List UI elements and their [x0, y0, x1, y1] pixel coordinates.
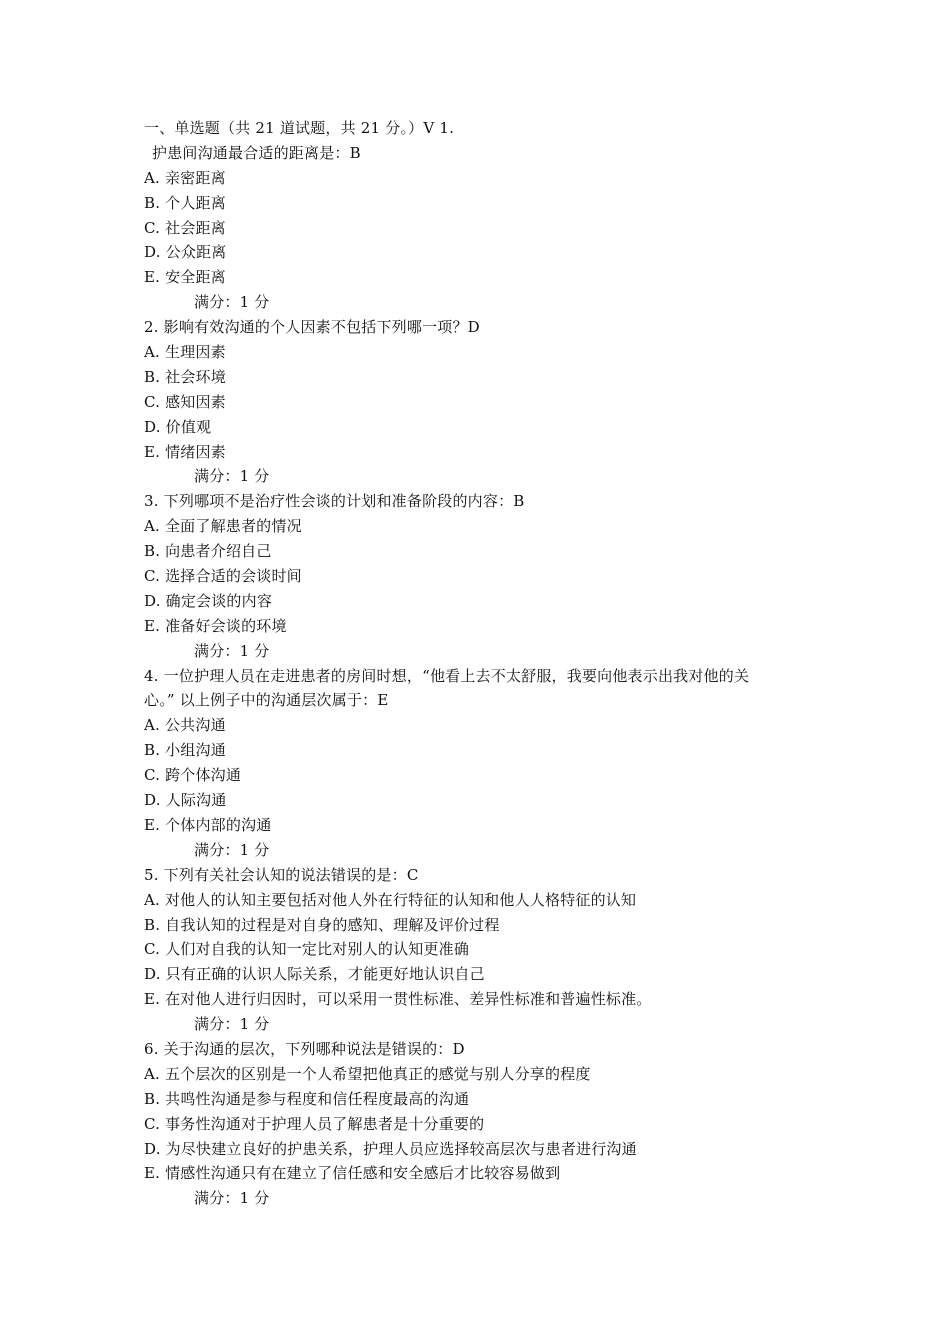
question-score: 满分：1 分 [194, 840, 270, 859]
option-c: C. 社会距离 [144, 218, 226, 237]
option-e: E. 安全距离 [144, 268, 226, 287]
option-e: E. 情感性沟通只有在建立了信任感和安全感后才比较容易做到 [144, 1164, 561, 1183]
option-b: B. 个人距离 [144, 193, 226, 212]
question-stem-line-2: 心。” 以上例子中的沟通层次属于：E [144, 691, 389, 710]
question-stem: 3. 下列哪项不是治疗性会谈的计划和准备阶段的内容：B [144, 492, 525, 511]
option-d: D. 公众距离 [144, 243, 227, 262]
option-e: E. 准备好会谈的环境 [144, 616, 287, 635]
option-d: D. 确定会谈的内容 [144, 591, 273, 610]
option-a: A. 五个层次的区别是一个人希望把他真正的感觉与别人分享的程度 [144, 1064, 591, 1083]
question-score: 满分：1 分 [194, 1189, 270, 1208]
option-a: A. 公共沟通 [144, 716, 226, 735]
question-4 [144, 664, 824, 863]
option-d: D. 为尽快建立良好的护患关系，护理人员应选择较高层次与患者进行沟通 [144, 1139, 637, 1158]
question-score: 满分：1 分 [194, 641, 270, 660]
question-stem: 护患间沟通最合适的距离是：B [152, 143, 361, 162]
option-d: D. 人际沟通 [144, 791, 227, 810]
question-2 [144, 315, 824, 489]
option-a: A. 亲密距离 [144, 168, 226, 187]
option-b: B. 共鸣性沟通是参与程度和信任程度最高的沟通 [144, 1089, 470, 1108]
option-a: A. 全面了解患者的情况 [144, 517, 302, 536]
option-c: C. 选择合适的会谈时间 [144, 567, 302, 586]
question-6 [144, 1037, 824, 1211]
document-body [144, 116, 824, 1211]
question-score: 满分：1 分 [194, 1015, 270, 1034]
question-stem: 5. 下列有关社会认知的说法错误的是：C [144, 865, 419, 884]
question-score: 满分：1 分 [194, 467, 270, 486]
option-d: D. 只有正确的认识人际关系，才能更好地认识自己 [144, 965, 485, 984]
option-a: A. 生理因素 [144, 343, 226, 362]
question-3 [144, 489, 824, 663]
option-e: E. 在对他人进行归因时，可以采用一贯性标准、差异性标准和普遍性标准。 [144, 990, 652, 1009]
question-stem: 2. 影响有效沟通的个人因素不包括下列哪一项？D [144, 318, 480, 337]
question-stem: 6. 关于沟通的层次，下列哪种说法是错误的：D [144, 1039, 465, 1058]
option-d: D. 价值观 [144, 417, 212, 436]
option-b: B. 小组沟通 [144, 741, 226, 760]
section-header: 一、单选题（共 21 道试题，共 21 分。）V 1. [144, 119, 455, 137]
option-c: C. 感知因素 [144, 392, 226, 411]
question-score: 满分：1 分 [194, 293, 270, 312]
option-b: B. 社会环境 [144, 367, 226, 386]
question-stem-line-1: 4. 一位护理人员在走进患者的房间时想，“他看上去不太舒服，我要向他表示出我对他的关 [144, 666, 750, 685]
option-b: B. 向患者介绍自己 [144, 542, 272, 561]
option-e: E. 个体内部的沟通 [144, 815, 272, 834]
question-1 [144, 141, 824, 315]
option-a: A. 对他人的认知主要包括对他人外在行特征的认知和他人人格特征的认知 [144, 890, 637, 909]
option-c: C. 事务性沟通对于护理人员了解患者是十分重要的 [144, 1114, 485, 1133]
option-c: C. 人们对自我的认知一定比对别人的认知更准确 [144, 940, 470, 959]
option-c: C. 跨个体沟通 [144, 766, 242, 785]
question-5 [144, 863, 824, 1037]
option-e: E. 情绪因素 [144, 442, 226, 461]
option-b: B. 自我认知的过程是对自身的感知、理解及评价过程 [144, 915, 500, 934]
